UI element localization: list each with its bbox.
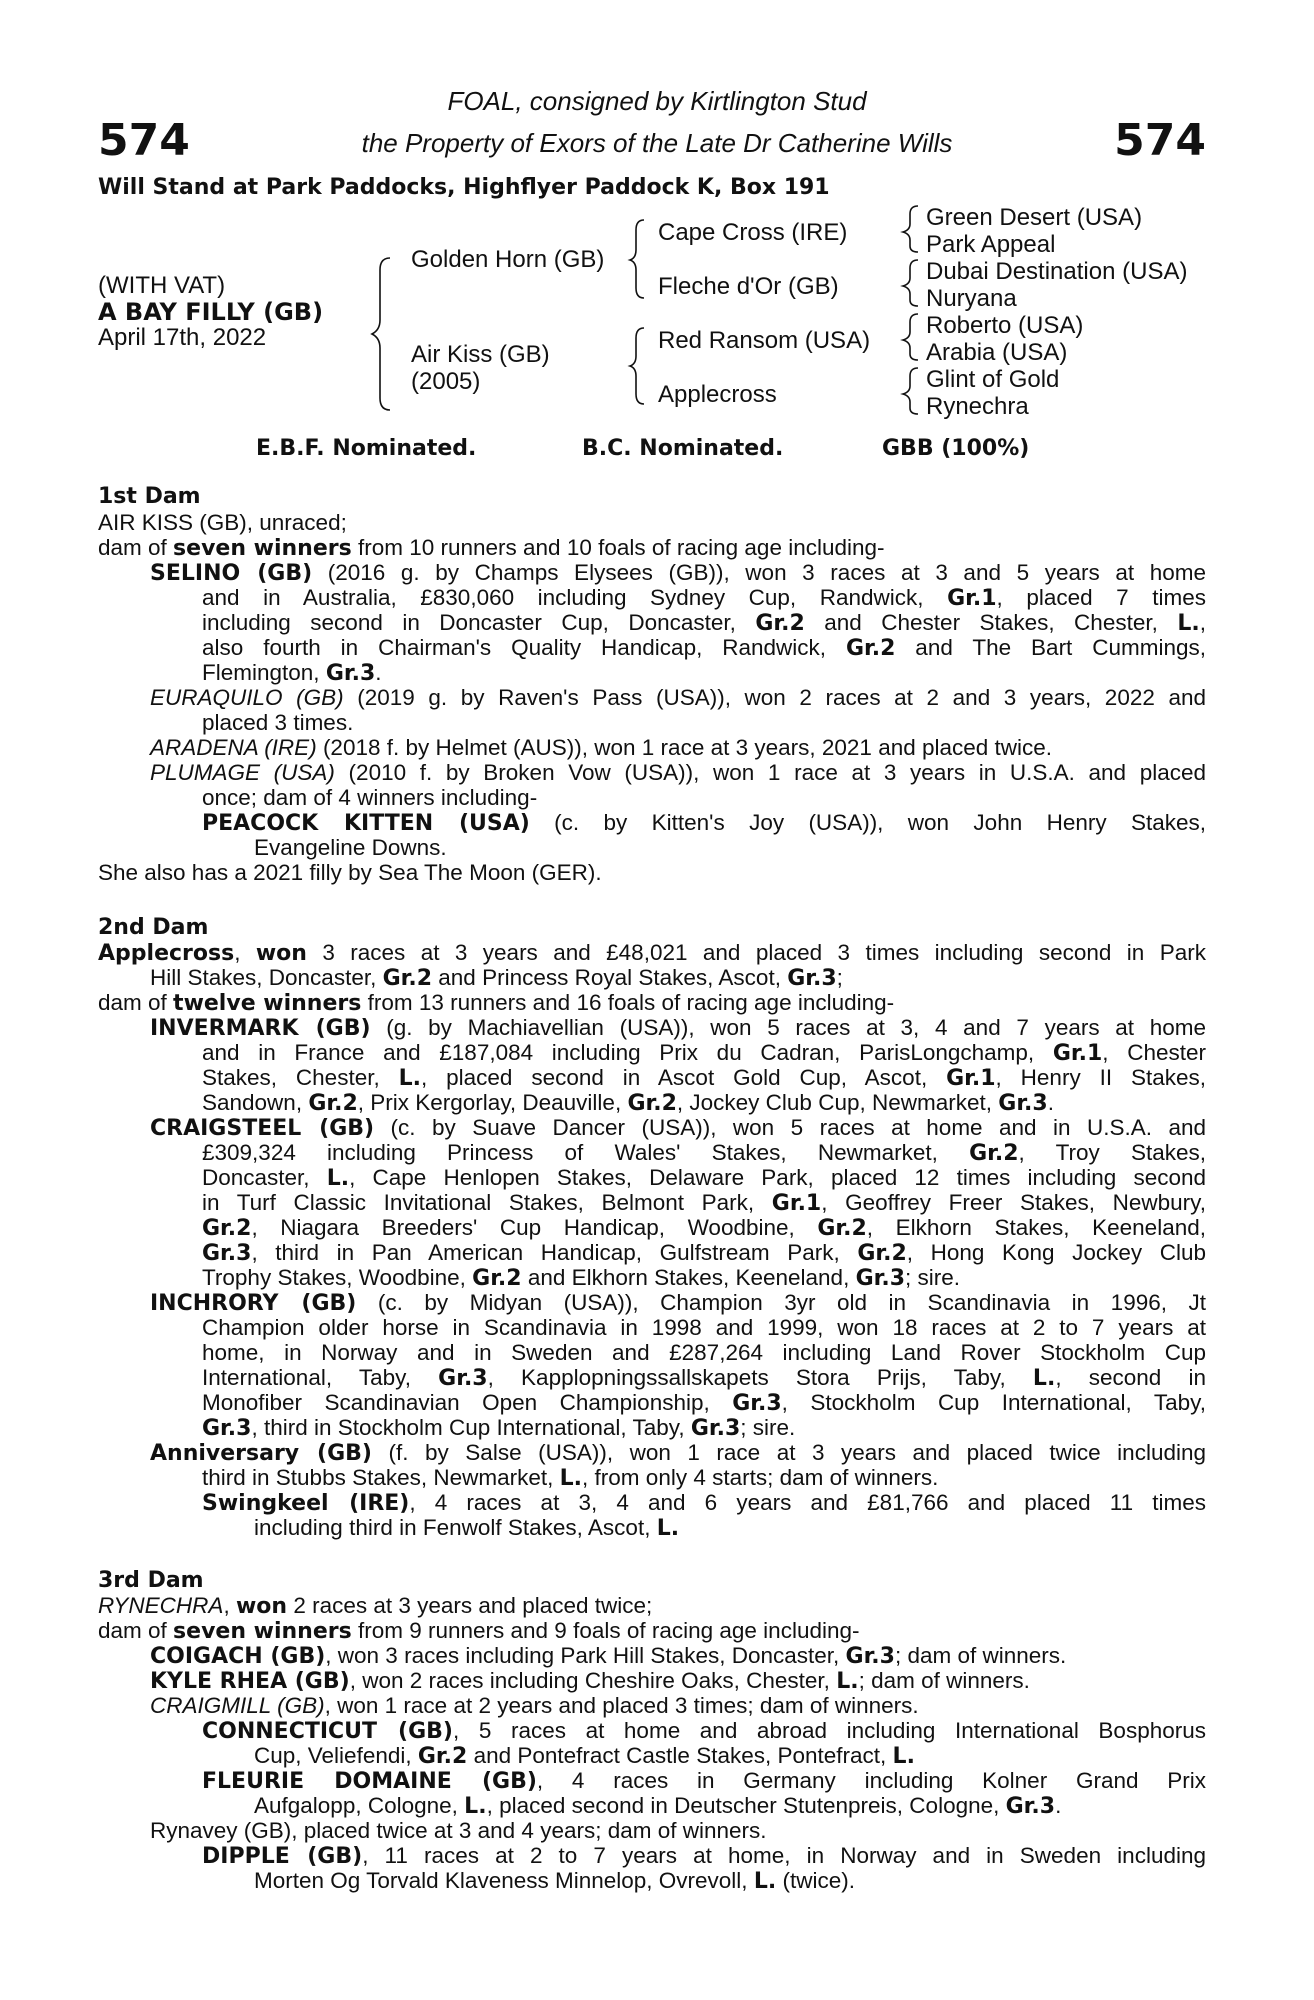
gg-6: Arabia (USA) — [926, 339, 1068, 366]
first-dam-line: AIR KISS (GB), unraced; — [98, 510, 347, 535]
gbb-status: GBB (100%) — [882, 436, 1030, 461]
dam-sire: Red Ransom (USA) — [658, 327, 871, 354]
entry-line: once; dam of 4 winners including- — [202, 785, 538, 810]
bc-nomination: B.C. Nominated. — [582, 436, 784, 461]
entry-line: Monofiber Scandinavian Open Championship, Gr.3, Stockholm Cup International, Taby, — [202, 1390, 1206, 1416]
entry-line: Hill Stakes, Doncaster, Gr.2 and Princess Royal Stakes, Ascot, Gr.3; — [150, 965, 843, 991]
property-line: the Property of Exors of the Late Dr Catherine Wills — [361, 128, 953, 158]
entry-line: ARADENA (IRE) (2018 f. by Helmet (AUS)), won 1 race at 3 years, 2021 and placed twice. — [150, 735, 1053, 760]
entry-line: COIGACH (GB), won 3 races including Park Hill Stakes, Doncaster, Gr.3; dam of winners. — [150, 1643, 1067, 1669]
gg-1: Green Desert (USA) — [926, 204, 1143, 231]
entry-line: Rynavey (GB), placed twice at 3 and 4 years; dam of winners. — [150, 1818, 767, 1843]
second-dam-heading: 2nd Dam — [98, 915, 209, 940]
entry-line: dam of seven winners from 9 runners and 9 foals of racing age including- — [98, 1618, 860, 1644]
entry-line: including second in Doncaster Cup, Doncaster, Gr.2 and Chester Stakes, Chester, L., — [202, 610, 1206, 636]
entry-line: Doncaster, L., Cape Henlopen Stakes, Delaware Park, placed 12 times including second — [202, 1165, 1206, 1191]
entry-line: EURAQUILO (GB) (2019 g. by Raven's Pass (USA)), won 2 races at 2 and 3 years, 2022 and — [150, 685, 1206, 710]
dam: Air Kiss (GB) — [411, 341, 550, 368]
horse-name: A BAY FILLY (GB) — [98, 298, 324, 326]
entry-line: Anniversary (GB) (f. by Salse (USA)), won 1 race at 3 years and placed twice including — [150, 1440, 1207, 1466]
vat-note: (WITH VAT) — [98, 272, 226, 299]
entry-line: Flemington, Gr.3. — [202, 660, 382, 686]
entry-line: Trophy Stakes, Woodbine, Gr.2 and Elkhorn Stakes, Keeneland, Gr.3; sire. — [202, 1265, 961, 1291]
entry-line: Morten Og Torvald Klaveness Minnelop, Ovrevoll, L. (twice). — [254, 1868, 855, 1894]
entry-line: including third in Fenwolf Stakes, Ascot, L. — [254, 1515, 680, 1541]
entry-line: Stakes, Chester, L., placed second in Ascot Gold Cup, Ascot, Gr.1, Henry II Stakes, — [202, 1065, 1207, 1091]
sire: Golden Horn (GB) — [411, 246, 605, 273]
third-dam-heading: 3rd Dam — [98, 1568, 204, 1593]
entry-line: SELINO (GB) (2016 g. by Champs Elysees (GB)), won 3 races at 3 and 5 years at home — [150, 560, 1206, 586]
entry-line: PEACOCK KITTEN (USA) (c. by Kitten's Joy (USA)), won John Henry Stakes, — [202, 810, 1206, 836]
entry-line: in Turf Classic Invitational Stakes, Belmont Park, Gr.1, Geoffrey Freer Stakes, Newbury, — [202, 1190, 1207, 1216]
entry-line: third in Stubbs Stakes, Newmarket, L., from only 4 starts; dam of winners. — [202, 1465, 939, 1491]
entry-line: £309,324 including Princess of Wales' Stakes, Newmarket, Gr.2, Troy Stakes, — [202, 1140, 1206, 1166]
gg-5: Roberto (USA) — [926, 312, 1084, 339]
entry-line: Aufgalopp, Cologne, L., placed second in Deutscher Stutenpreis, Cologne, Gr.3. — [254, 1793, 1062, 1819]
entry-line: Champion older horse in Scandinavia in 1998 and 1999, won 18 races at 2 to 7 years at — [202, 1315, 1206, 1340]
sire-sire: Cape Cross (IRE) — [658, 219, 848, 246]
entry-line: Cup, Veliefendi, Gr.2 and Pontefract Castle Stakes, Pontefract, L. — [254, 1743, 915, 1769]
dam-year: (2005) — [411, 368, 481, 395]
entry-line: Sandown, Gr.2, Prix Kergorlay, Deauville, Gr.2, Jockey Club Cup, Newmarket, Gr.3. — [202, 1090, 1054, 1116]
entry-line: home, in Norway and in Sweden and £287,264 including Land Rover Stockholm Cup — [202, 1340, 1206, 1365]
entry-line: Applecross, won 3 races at 3 years and £48,021 and placed 3 times including second in Park — [98, 940, 1206, 966]
entry-line: She also has a 2021 filly by Sea The Moon (GER). — [98, 860, 602, 885]
entry-line: also fourth in Chairman's Quality Handicap, Randwick, Gr.2 and The Bart Cummings, — [202, 635, 1206, 661]
consignor-line: FOAL, consigned by Kirtlington Stud — [447, 86, 867, 116]
gg-2: Park Appeal — [926, 231, 1056, 258]
entry-line: PLUMAGE (USA) (2010 f. by Broken Vow (USA)), won 1 race at 3 years in U.S.A. and placed — [150, 760, 1206, 785]
entry-line: INVERMARK (GB) (g. by Machiavellian (USA)), won 5 races at 3, 4 and 7 years at home — [150, 1015, 1206, 1041]
entry-line: Swingkeel (IRE), 4 races at 3, 4 and 6 years and £81,766 and placed 11 times — [202, 1490, 1207, 1516]
entry-line: Gr.2, Niagara Breeders' Cup Handicap, Woodbine, Gr.2, Elkhorn Stakes, Keeneland, — [202, 1215, 1206, 1241]
first-dam-produce: dam of seven winners from 10 runners and 10 foals of racing age including- — [98, 535, 885, 561]
entry-line: Gr.3, third in Pan American Handicap, Gulfstream Park, Gr.2, Hong Kong Jockey Club — [202, 1240, 1206, 1266]
entry-line: RYNECHRA, won 2 races at 3 years and placed twice; — [98, 1593, 653, 1619]
entry-line: Evangeline Downs. — [254, 835, 447, 860]
entry-line: DIPPLE (GB), 11 races at 2 to 7 years at home, in Norway and in Sweden including — [202, 1843, 1206, 1869]
gg-8: Rynechra — [926, 393, 1029, 420]
sire-dam: Fleche d'Or (GB) — [658, 273, 839, 300]
dam-dam: Applecross — [658, 381, 777, 408]
gg-7: Glint of Gold — [926, 366, 1060, 393]
entry-line: FLEURIE DOMAINE (GB), 4 races in Germany including Kolner Grand Prix — [202, 1768, 1207, 1794]
first-dam-heading: 1st Dam — [98, 484, 201, 509]
entry-line: CRAIGSTEEL (GB) (c. by Suave Dancer (USA)), won 5 races at home and in U.S.A. and — [150, 1115, 1206, 1141]
entry-line: Gr.3, third in Stockholm Cup International, Taby, Gr.3; sire. — [202, 1415, 796, 1441]
entry-line: CONNECTICUT (GB), 5 races at home and abroad including International Bosphorus — [202, 1718, 1206, 1744]
entry-line: placed 3 times. — [202, 710, 354, 735]
entry-line: INCHRORY (GB) (c. by Midyan (USA)), Champion 3yr old in Scandinavia in 1996, Jt — [150, 1290, 1206, 1316]
entry-line: International, Taby, Gr.3, Kapplopningssallskapets Stora Prijs, Taby, L., second in — [202, 1365, 1206, 1391]
entry-line: and in France and £187,084 including Prix du Cadran, ParisLongchamp, Gr.1, Chester — [202, 1040, 1206, 1066]
entry-line: CRAIGMILL (GB), won 1 race at 2 years and placed 3 times; dam of winners. — [150, 1693, 919, 1718]
ebf-nomination: E.B.F. Nominated. — [256, 436, 477, 461]
entry-line: KYLE RHEA (GB), won 2 races including Cheshire Oaks, Chester, L.; dam of winners. — [150, 1668, 1030, 1694]
entry-line: and in Australia, £830,060 including Sydney Cup, Randwick, Gr.1, placed 7 times — [202, 585, 1207, 611]
foaling-date: April 17th, 2022 — [98, 324, 267, 351]
lot-number-left: 574 — [98, 115, 190, 166]
stand-location: Will Stand at Park Paddocks, Highflyer Paddock K, Box 191 — [98, 175, 830, 200]
gg-3: Dubai Destination (USA) — [926, 258, 1188, 285]
lot-number-right: 574 — [1114, 115, 1206, 166]
entry-line: dam of twelve winners from 13 runners and 16 foals of racing age including- — [98, 990, 895, 1016]
gg-4: Nuryana — [926, 285, 1017, 312]
